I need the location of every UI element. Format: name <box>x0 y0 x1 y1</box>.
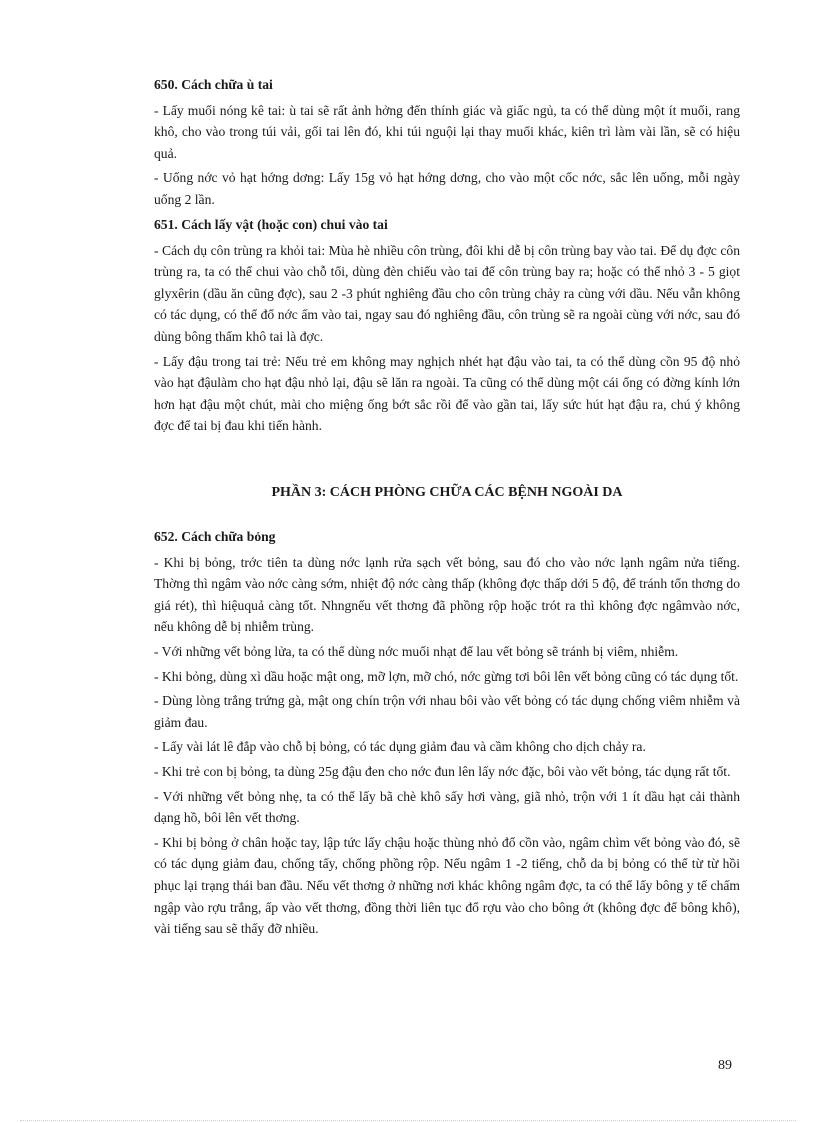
page-number: 89 <box>718 1058 732 1073</box>
paragraph <box>154 100 740 165</box>
paragraph-text: - Uống nớc vỏ hạt hớng dơng: Lấy 15g vỏ hạt hớng dơng, cho vào một cốc nớc, sắc lên uống, mỗi ngày uống 2 lần. <box>154 170 740 207</box>
paragraph <box>154 786 740 829</box>
heading-title: Cách chữa ù tai <box>181 77 273 92</box>
heading-number: 651. <box>154 217 178 232</box>
section-heading-650 <box>154 74 740 96</box>
paragraph-text: - Khi bị bỏng, trớc tiên ta dùng nớc lạnh rửa sạch vết bỏng, sau đó cho vào nớc lạnh ngâm nửa tiếng. Thờng thì ngâm vào nớc càng sớm, nhiệt độ nớc càng thấp (không đợc thấp dới 5 độ, để tránh tổn thơng do giá rét), thì hiệuquả càng tốt. Nhngnếu vết thơng đã phồng rộp hoặc trót ra thì không đợc ngâmvào nớc, nếu không dễ bị nhiễm trùng. <box>154 554 740 635</box>
part-title: PHẦN 3: CÁCH PHÒNG CHỮA CÁC BỆNH NGOÀI DA <box>271 485 623 500</box>
section-heading-652 <box>154 526 740 548</box>
paragraph <box>154 832 740 940</box>
paragraph-text: - Dùng lòng trắng trứng gà, mật ong chín trộn với nhau bôi vào vết bỏng có tác dụng chống viêm nhiễm và giảm đau. <box>154 693 740 730</box>
heading-number: 652. <box>154 529 178 544</box>
heading-title: Cách lấy vật (hoặc con) chui vào tai <box>181 217 388 232</box>
paragraph <box>154 641 740 663</box>
paragraph <box>154 552 740 638</box>
paragraph-text: - Lấy vài lát lê đắp vào chỗ bị bỏng, có tác dụng giảm đau và cầm không cho dịch chảy ra. <box>154 739 646 755</box>
paragraph-text: - Lấy muối nóng kê tai: ù tai sẽ rất ảnh hởng đến thính giác và giấc ngủ, ta có thể dùng một ít muối, rang khô, cho vào trong túi vải, gối tai lên đó, khi túi nguội lại thay muối khác, kiên trì làm vài lần, sẽ có hiệu quả. <box>154 102 740 161</box>
section-650 <box>154 74 740 214</box>
paragraph <box>154 666 740 688</box>
heading-number: 650. <box>154 77 178 92</box>
paragraph-text: - Khi bị bỏng ở chân hoặc tay, lập tức lấy chậu hoặc thùng nhỏ đổ cồn vào, ngâm chìm vết bỏng vào đó, sẽ có tác dụng giảm đau, chống tấy, chống phồng rộp. Nếu ngâm 1 -2 tiếng, chỗ da bị bỏng có thể từ từ hồi phục lại trạng thái ban đầu. Nếu vết thơng ở những nơi khác không ngâm đợc, ta có thể lấy bông y tế chấm ngập vào rợu trắng, ấp vào vết thơng, đồng thời liên tục đổ rợu vào cho bông ớt (không đợc để bông khô), vài tiếng sau sẽ thấy đỡ nhiều. <box>154 834 740 937</box>
paragraph <box>154 351 740 437</box>
paragraph <box>154 240 740 348</box>
paragraph-text: - Với những vết bỏng lửa, ta có thể dùng nớc muối nhạt để lau vết bỏng sẽ tránh bị viêm, nhiễm. <box>154 643 679 659</box>
paragraph-text: - Khi bỏng, dùng xì dầu hoặc mật ong, mỡ lợn, mỡ chó, nớc gừng tơi bôi lên vết bỏng cũng có tác dụng tốt. <box>154 668 739 684</box>
paragraph-text: - Cách dụ côn trùng ra khỏi tai: Mùa hè nhiều côn trùng, đôi khi dễ bị côn trùng bay vào tai. Để dụ đợc côn trùng ra, ta có thể chui vào chỗ tối, dùng đèn chiếu vào tai để côn trùng bay ra; hoặc có thể nhỏ 3 - 5 giọt glyxêrin (dầu ăn cũng đợc), sau 2 -3 phút nghiêng đầu cho côn trùng chảy ra cùng với dầu. Nếu vẫn không có tác dụng, có thể đổ nớc ấm vào tai, ngay sau đó nghiêng đầu, côn trùng sẽ ra ngoài cùng với nớc, sau đó dùng bông thấm khô tai là đợc. <box>154 242 740 344</box>
section-heading-651 <box>154 214 740 236</box>
paragraph <box>154 736 740 758</box>
paragraph-text: - Lấy đậu trong tai trẻ: Nếu trẻ em không may nghịch nhét hạt đậu vào tai, ta có thể dùng cồn 95 độ nhỏ vào hạt đậulàm cho hạt đậu nhỏ lại, đậu sẽ lăn ra ngoài. Ta cũng có thể dùng một cái ống có đờng kính lớn hơn hạt đậu một chút, mài cho miệng ống bớt sắc rồi để vào gần tai, lấy sức hút hạt đậu ra, chú ý không đợc để tai bị đau khi tiến hành. <box>154 353 740 434</box>
paragraph <box>154 690 740 733</box>
section-651 <box>154 214 740 440</box>
page-bottom-border <box>20 1120 796 1121</box>
section-652 <box>154 526 740 943</box>
paragraph <box>154 167 740 210</box>
paragraph-text: - Khi trẻ con bị bỏng, ta dùng 25g đậu đen cho nớc đun lên lấy nớc đặc, bôi vào vết bỏng, tác dụng rất tốt. <box>154 763 731 779</box>
paragraph-text: - Với những vết bỏng nhẹ, ta có thể lấy bã chè khô sấy hơi vàng, giã nhỏ, trộn với 1 ít dầu hạt cải thành dạng hồ, bôi lên vết thơng. <box>154 788 740 826</box>
paragraph <box>154 761 740 783</box>
heading-title: Cách chữa bỏng <box>181 529 276 544</box>
